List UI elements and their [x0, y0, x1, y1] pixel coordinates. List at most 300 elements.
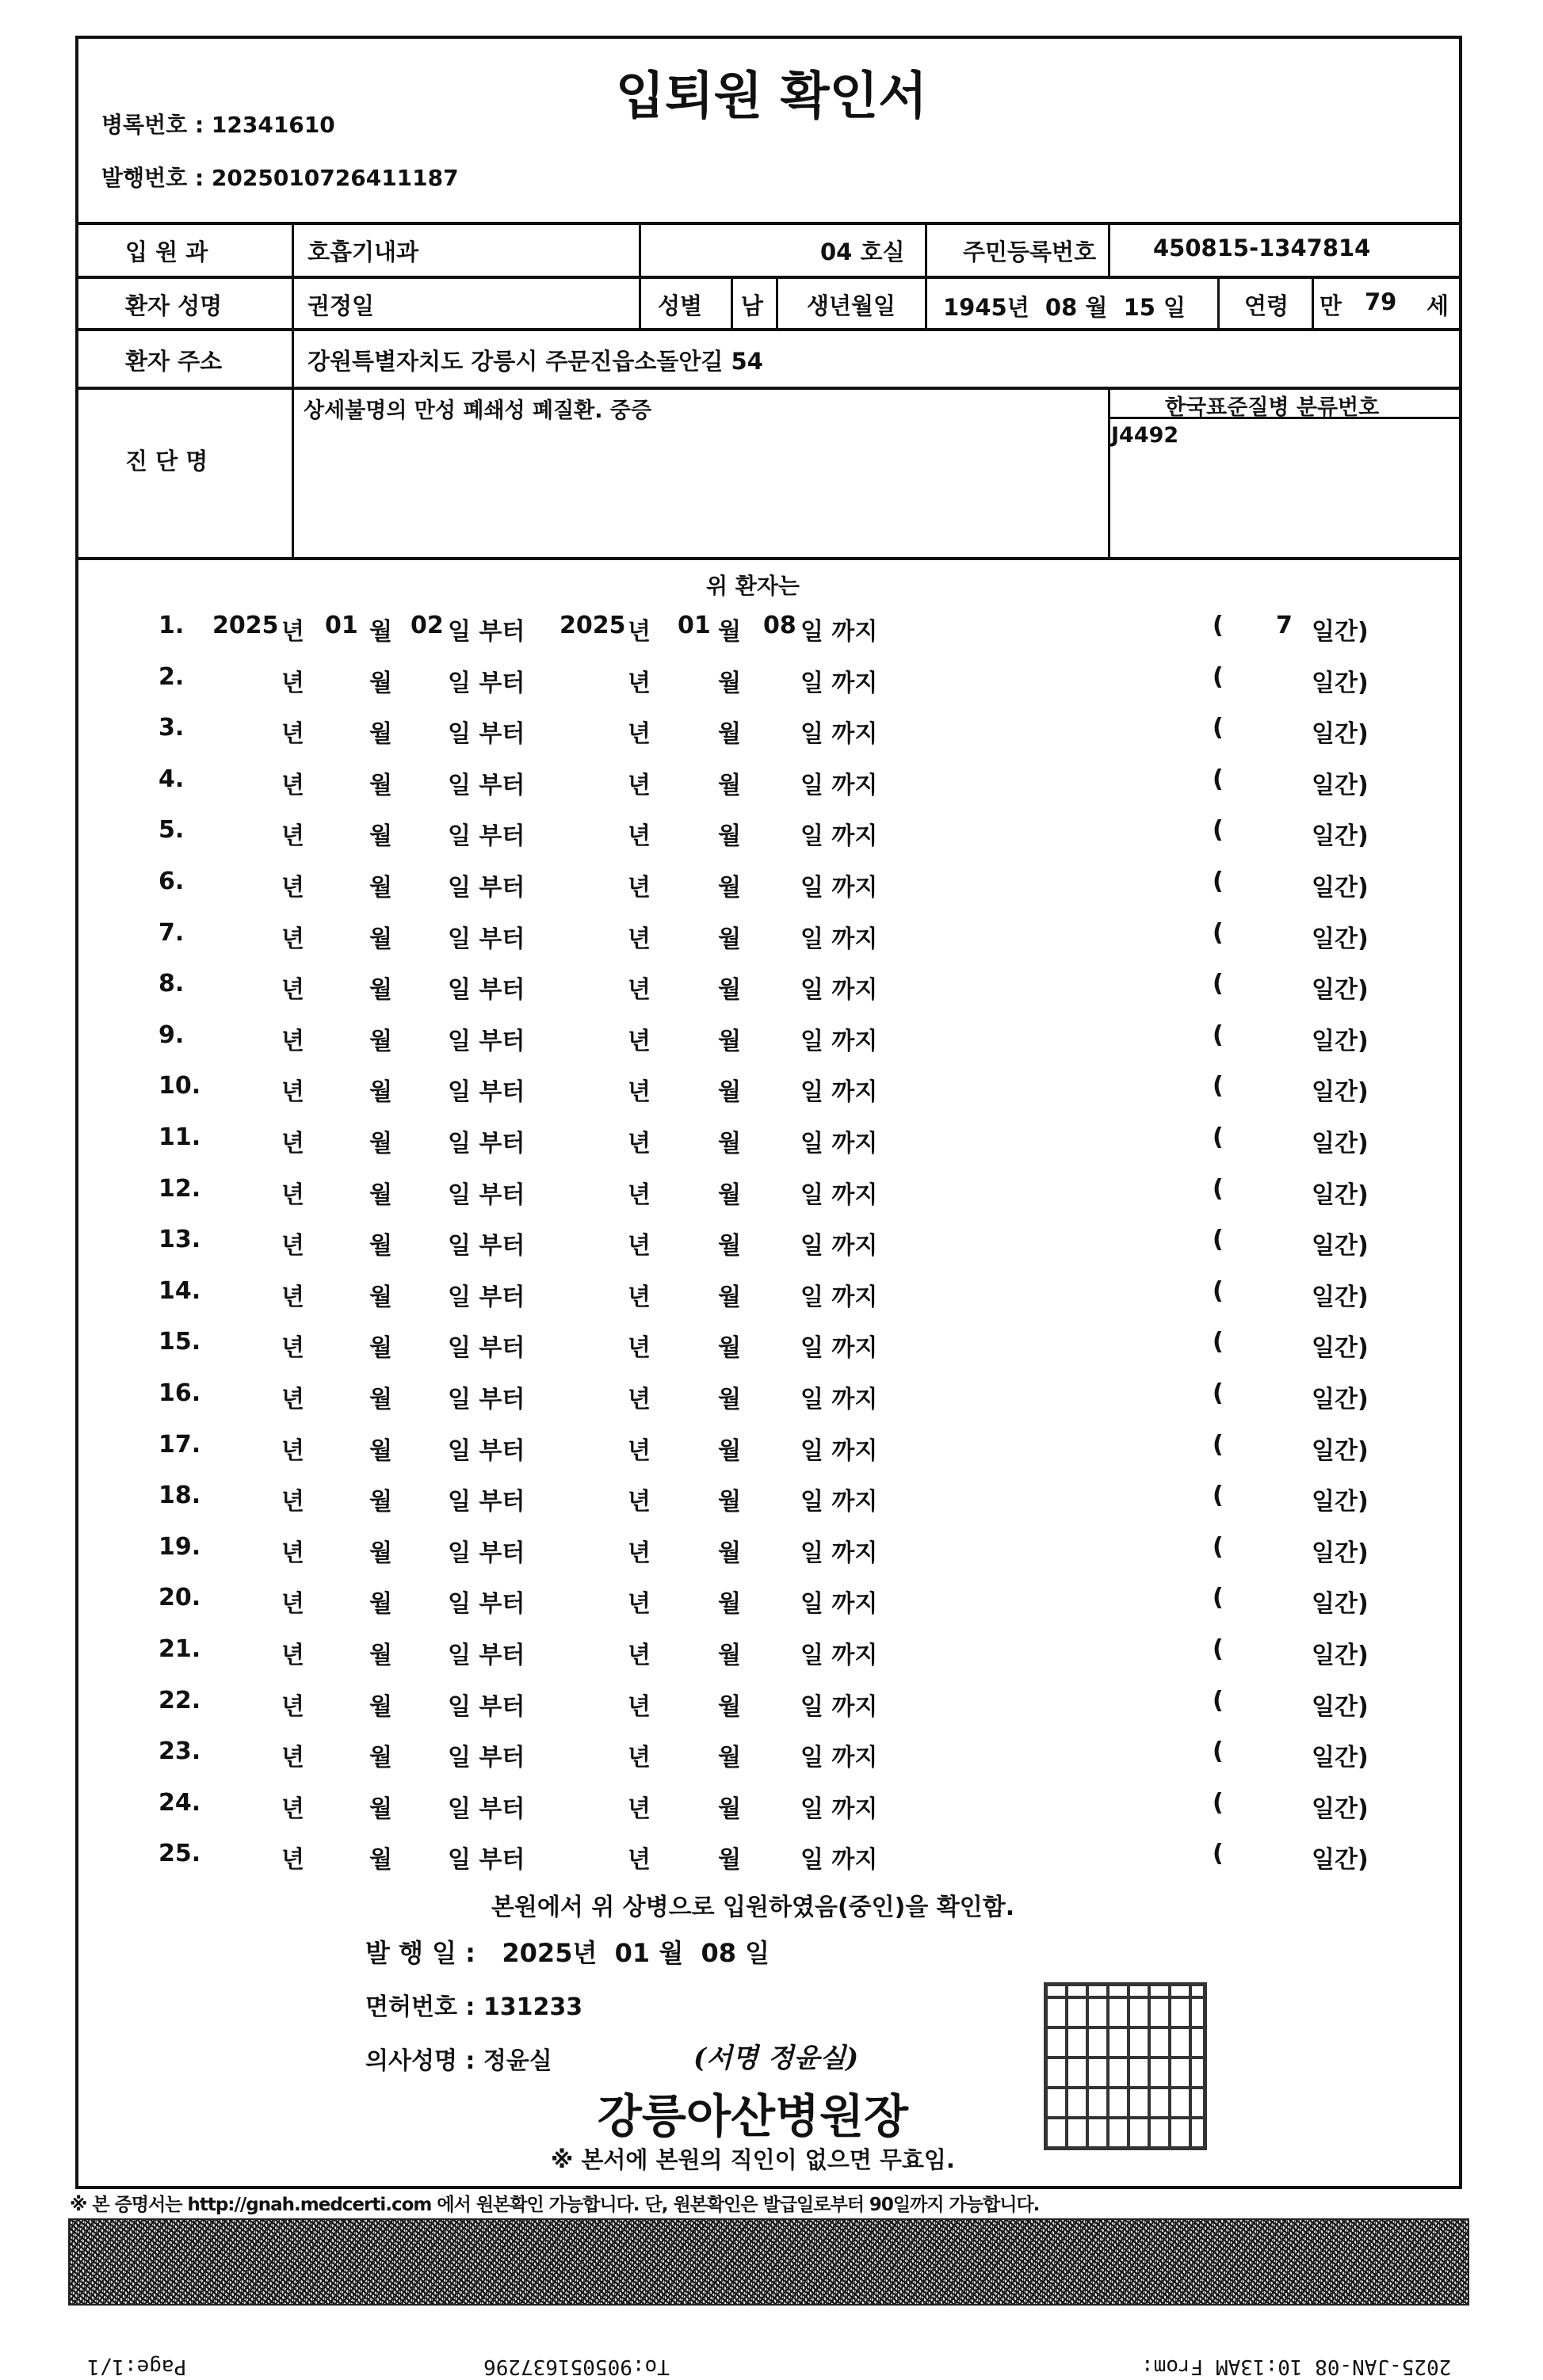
divider [639, 222, 641, 330]
month-label: 월 [369, 822, 392, 851]
from-label: 일 부터 [448, 822, 525, 851]
month-label: 월 [369, 925, 392, 953]
year-label: 년 [628, 925, 651, 953]
month-label: 월 [369, 1436, 392, 1465]
security-barcode-pattern [68, 2218, 1469, 2306]
to-label: 일 까지 [800, 1130, 878, 1158]
to-label: 일 까지 [800, 1744, 878, 1772]
days-label: 일간) [1312, 1795, 1369, 1823]
issue-number-value: 2025010726411187 [211, 165, 459, 191]
to-label: 일 까지 [800, 1590, 878, 1619]
period-number: 10. [159, 1072, 201, 1100]
rrn-label: 주민등록번호 [963, 238, 1097, 265]
month-label: 월 [718, 1334, 741, 1363]
divider [1108, 222, 1110, 277]
to-month: 01 [678, 612, 711, 639]
period-row [0, 612, 1543, 659]
from-label: 일 부터 [448, 925, 525, 953]
issue-number-label: 발행번호 : [101, 165, 204, 191]
days-label: 일간) [1312, 1436, 1369, 1465]
from-label: 일 부터 [448, 1795, 525, 1823]
period-row [0, 1175, 1543, 1222]
doctor-signature: (서명 정윤실) [693, 2042, 859, 2074]
paren-open: ( [1213, 1020, 1224, 1049]
doctor-name: 정윤실 [483, 2047, 552, 2075]
days-label: 일간) [1312, 1539, 1369, 1567]
month-label: 월 [718, 1642, 741, 1669]
hospital-name: 강릉아산병원장 [597, 2089, 909, 2143]
month-label: 월 [718, 1027, 741, 1055]
diagnosis-label: 진 단 명 [125, 448, 208, 475]
days-label: 일간) [1312, 1846, 1369, 1875]
year-label: 년 [628, 1642, 651, 1669]
from-label: 일 부터 [448, 1692, 525, 1721]
paren-open: ( [1213, 662, 1224, 691]
year-label: 년 [628, 1744, 651, 1772]
verification-footnote: ※ 본 증명서는 http://gnah.medcerti.com 에서 원본확인 가능합니다. 단, 원본확인은 발급일로부터 90일까지 가능합니다. [70, 2195, 1040, 2215]
month-label: 월 [718, 1692, 741, 1721]
month-label: 월 [718, 1590, 741, 1619]
fax-to: To:905051637296 [483, 2355, 670, 2378]
days-label: 일간) [1312, 618, 1369, 646]
period-number: 13. [159, 1226, 201, 1254]
month-label: 월 [718, 1180, 741, 1209]
period-number: 17. [159, 1430, 201, 1459]
year-label: 년 [281, 1386, 304, 1413]
to-label: 일 까지 [800, 1078, 878, 1107]
period-row [0, 868, 1543, 915]
divider [1108, 387, 1110, 559]
issue-date [365, 1933, 770, 1970]
from-label: 일 부터 [448, 1180, 525, 1209]
month-label: 월 [369, 720, 392, 749]
to-label: 일 까지 [800, 874, 878, 902]
statement: 본원에서 위 상병으로 입원하였음(중인)을 확인함. [491, 1894, 1015, 1921]
month-label: 월 [718, 1539, 741, 1567]
period-number: 23. [159, 1737, 201, 1766]
to-label: 일 까지 [800, 1027, 878, 1055]
year-label: 년 [628, 1130, 651, 1158]
period-row [0, 1123, 1543, 1171]
paren-open: ( [1213, 1123, 1224, 1151]
month-label: 월 [718, 1386, 741, 1413]
month-label: 월 [369, 771, 392, 799]
from-label: 일 부터 [448, 1130, 525, 1158]
year-label: 년 [281, 1027, 304, 1055]
room-value: 04 호실 [820, 238, 905, 265]
to-label: 일 까지 [800, 1334, 878, 1363]
days-label: 일간) [1312, 1692, 1369, 1721]
to-label: 일 까지 [800, 720, 878, 749]
days-label: 일간) [1312, 771, 1369, 799]
period-row [0, 816, 1543, 864]
seal-note: ※ 본서에 본원의 직인이 없으면 무효임. [551, 2146, 955, 2173]
to-label: 일 까지 [800, 1795, 878, 1823]
paren-open: ( [1213, 765, 1224, 793]
month-label: 월 [369, 1692, 392, 1721]
from-label: 일 부터 [448, 720, 525, 749]
age-label: 연령 [1244, 292, 1289, 319]
paren-open: ( [1213, 1328, 1224, 1356]
year-label: 년 [628, 1488, 651, 1516]
paren-open: ( [1213, 1226, 1224, 1254]
to-label: 일 까지 [800, 771, 878, 799]
month-label: 월 [718, 874, 741, 902]
paren-open: ( [1213, 970, 1224, 998]
to-label: 일 까지 [800, 1539, 878, 1567]
age-suffix: 세 [1427, 292, 1449, 319]
to-label: 일 까지 [800, 1642, 878, 1669]
rrn-value: 450815-1347814 [1153, 235, 1371, 261]
year-label: 년 [281, 618, 304, 646]
from-label: 일 부터 [448, 669, 525, 697]
days-label: 일간) [1312, 1590, 1369, 1619]
period-number: 24. [159, 1788, 201, 1817]
days-label: 일간) [1312, 976, 1369, 1005]
year-label: 년 [628, 822, 651, 851]
paren-open: ( [1213, 1840, 1224, 1868]
paren-open: ( [1213, 1584, 1224, 1612]
month-label: 월 [718, 1232, 741, 1261]
divider [75, 276, 1462, 279]
days-label: 일간) [1312, 1078, 1369, 1107]
period-number: 6. [159, 868, 185, 895]
from-label: 일 부터 [448, 874, 525, 902]
month-label: 월 [718, 1795, 741, 1823]
issue-date-label: 발 행 일 : [365, 1938, 476, 1968]
year-label: 년 [281, 822, 304, 851]
year-label: 년 [628, 1283, 651, 1311]
from-month: 01 [325, 612, 358, 639]
year-label: 년 [628, 1180, 651, 1209]
period-intro: 위 환자는 [706, 573, 800, 599]
fax-page: Page:1/1 [87, 2355, 187, 2378]
record-number [101, 108, 335, 139]
period-row [0, 970, 1543, 1017]
days-label: 일간) [1312, 874, 1369, 902]
month-label: 월 [718, 1130, 741, 1158]
from-label: 일 부터 [448, 1334, 525, 1363]
from-label: 일 부터 [448, 1386, 525, 1413]
to-label: 일 까지 [800, 822, 878, 851]
from-label: 일 부터 [448, 1283, 525, 1311]
to-label: 일 까지 [800, 1386, 878, 1413]
from-label: 일 부터 [448, 1846, 525, 1875]
document-title: 입퇴원 확인서 [615, 67, 928, 126]
dept-value: 호흡기내과 [307, 238, 419, 265]
paren-open: ( [1213, 1276, 1224, 1305]
paren-open: ( [1213, 1635, 1224, 1663]
year-label: 년 [281, 1488, 304, 1516]
month-label: 월 [369, 1642, 392, 1669]
doctor [365, 2041, 552, 2076]
period-number: 11. [159, 1123, 201, 1151]
year-label: 년 [281, 1692, 304, 1721]
to-label: 일 까지 [800, 1436, 878, 1465]
paren-open: ( [1213, 1482, 1224, 1510]
month-label: 월 [369, 976, 392, 1005]
paren-open: ( [1213, 612, 1224, 639]
year-label: 년 [628, 1590, 651, 1619]
to-day: 08 [763, 612, 796, 639]
month-label: 월 [369, 618, 392, 646]
divider [75, 328, 1462, 331]
license [365, 1987, 582, 2022]
issue-number [101, 161, 459, 193]
year-label: 년 [281, 1334, 304, 1363]
days-label: 일간) [1312, 1642, 1369, 1669]
from-year: 2025 [212, 612, 279, 639]
year-label: 년 [281, 669, 304, 697]
period-number: 18. [159, 1482, 201, 1510]
month-label: 월 [718, 618, 741, 646]
year-label: 년 [628, 618, 651, 646]
period-row [0, 1584, 1543, 1631]
year-label: 년 [281, 1642, 304, 1669]
days-label: 일간) [1312, 1130, 1369, 1158]
days-label: 일간) [1312, 822, 1369, 851]
to-label: 일 까지 [800, 618, 878, 646]
month-label: 월 [369, 1744, 392, 1772]
divider [776, 276, 778, 330]
year-label: 년 [281, 1130, 304, 1158]
paren-open: ( [1213, 1737, 1224, 1766]
period-number: 22. [159, 1686, 201, 1714]
name-label: 환자 성명 [125, 292, 223, 319]
year-label: 년 [628, 720, 651, 749]
from-label: 일 부터 [448, 1436, 525, 1465]
sex-value: 남 [741, 292, 764, 319]
year-label: 년 [628, 1386, 651, 1413]
year-label: 년 [628, 1846, 651, 1875]
period-number: 3. [159, 714, 185, 742]
month-label: 월 [369, 1283, 392, 1311]
year-label: 년 [281, 771, 304, 799]
month-label: 월 [369, 1180, 392, 1209]
sex-label: 성별 [658, 292, 703, 319]
year-label: 년 [628, 976, 651, 1005]
year-label: 년 [628, 1436, 651, 1465]
period-row [0, 1379, 1543, 1427]
record-number-value: 12341610 [211, 112, 335, 138]
year-label: 년 [628, 1334, 651, 1363]
period-row [0, 1277, 1543, 1325]
period-number: 2. [159, 662, 185, 691]
period-row [0, 1072, 1543, 1119]
to-label: 일 까지 [800, 1232, 878, 1261]
paren-open: ( [1213, 816, 1224, 845]
month-label: 월 [369, 1130, 392, 1158]
month-label: 월 [369, 1386, 392, 1413]
name-value: 권정일 [307, 292, 375, 319]
to-year: 2025 [560, 612, 626, 639]
year-label: 년 [628, 669, 651, 697]
month-label: 월 [369, 1539, 392, 1567]
divider [75, 557, 1462, 560]
period-row [0, 714, 1543, 761]
fax-from: 2025-JAN-08 10:13AM From: [1141, 2355, 1452, 2378]
from-label: 일 부터 [448, 1590, 525, 1619]
year-label: 년 [628, 1027, 651, 1055]
to-label: 일 까지 [800, 976, 878, 1005]
days-label: 일간) [1312, 1334, 1369, 1363]
year-label: 년 [281, 1180, 304, 1209]
month-label: 월 [718, 822, 741, 851]
from-label: 일 부터 [448, 1642, 525, 1669]
year-label: 년 [281, 1590, 304, 1619]
year-label: 년 [628, 874, 651, 902]
dept-label: 입 원 과 [125, 238, 208, 265]
period-number: 15. [159, 1328, 201, 1356]
address-value: 강원특별자치도 강릉시 주문진읍소돌안길 54 [307, 348, 763, 375]
from-day: 02 [411, 612, 444, 639]
period-row [0, 1789, 1543, 1836]
to-label: 일 까지 [800, 1283, 878, 1311]
period-number: 9. [159, 1020, 185, 1049]
period-number: 4. [159, 765, 185, 793]
from-label: 일 부터 [448, 771, 525, 799]
from-label: 일 부터 [448, 1232, 525, 1261]
month-label: 월 [718, 1488, 741, 1516]
year-label: 년 [628, 1078, 651, 1107]
year-label: 년 [628, 771, 651, 799]
month-label: 월 [718, 1283, 741, 1311]
from-label: 일 부터 [448, 618, 525, 646]
to-label: 일 까지 [800, 1846, 878, 1875]
days-label: 일간) [1312, 1744, 1369, 1772]
period-number: 14. [159, 1276, 201, 1305]
year-label: 년 [281, 874, 304, 902]
year-label: 년 [281, 976, 304, 1005]
days-label: 일간) [1312, 1232, 1369, 1261]
month-label: 월 [369, 1488, 392, 1516]
month-label: 월 [369, 874, 392, 902]
from-label: 일 부터 [448, 1539, 525, 1567]
month-label: 월 [369, 1027, 392, 1055]
year-label: 년 [281, 1283, 304, 1311]
year-label: 년 [628, 1795, 651, 1823]
period-row [0, 1635, 1543, 1683]
year-label: 년 [281, 1539, 304, 1567]
month-label: 월 [369, 1590, 392, 1619]
month-label: 월 [718, 669, 741, 697]
year-label: 년 [281, 1078, 304, 1107]
month-label: 월 [369, 1795, 392, 1823]
days-label: 일간) [1312, 925, 1369, 953]
period-number: 5. [159, 816, 185, 845]
paren-open: ( [1213, 1686, 1224, 1714]
divider [731, 276, 733, 330]
period-number: 21. [159, 1635, 201, 1663]
paren-open: ( [1213, 1532, 1224, 1561]
period-row [0, 1482, 1543, 1529]
period-number: 16. [159, 1379, 201, 1407]
divider [1312, 276, 1314, 330]
period-row [0, 1328, 1543, 1375]
hospital-seal-stamp [1044, 1982, 1207, 2150]
month-label: 월 [718, 771, 741, 799]
period-row [0, 1533, 1543, 1581]
age-prefix: 만 [1320, 292, 1342, 319]
to-label: 일 까지 [800, 1488, 878, 1516]
period-number: 1. [159, 612, 185, 639]
to-label: 일 까지 [800, 925, 878, 953]
period-row [0, 765, 1543, 813]
days-count: 7 [1276, 612, 1293, 639]
from-label: 일 부터 [448, 1027, 525, 1055]
period-row [0, 663, 1543, 711]
period-row [0, 1431, 1543, 1478]
year-label: 년 [281, 720, 304, 749]
to-label: 일 까지 [800, 1180, 878, 1209]
paren-open: ( [1213, 918, 1224, 947]
record-number-label: 병록번호 : [101, 112, 204, 138]
days-label: 일간) [1312, 1283, 1369, 1311]
period-number: 25. [159, 1840, 201, 1868]
year-label: 년 [628, 1692, 651, 1721]
doctor-label: 의사성명 : [365, 2047, 476, 2075]
days-label: 일간) [1312, 1386, 1369, 1413]
days-label: 일간) [1312, 1027, 1369, 1055]
dob-value: 1945년 08 월 15 일 [943, 294, 1186, 321]
paren-open: ( [1213, 1174, 1224, 1203]
period-number: 19. [159, 1532, 201, 1561]
period-number: 7. [159, 918, 185, 947]
month-label: 월 [369, 1334, 392, 1363]
month-label: 월 [369, 669, 392, 697]
period-row [0, 1687, 1543, 1734]
month-label: 월 [718, 1846, 741, 1875]
month-label: 월 [369, 1232, 392, 1261]
month-label: 월 [718, 720, 741, 749]
from-label: 일 부터 [448, 1078, 525, 1107]
from-label: 일 부터 [448, 976, 525, 1005]
month-label: 월 [369, 1078, 392, 1107]
days-label: 일간) [1312, 1180, 1369, 1209]
dob-label: 생년월일 [807, 292, 896, 319]
year-label: 년 [281, 1436, 304, 1465]
days-label: 일간) [1312, 1488, 1369, 1516]
year-label: 년 [281, 1232, 304, 1261]
days-label: 일간) [1312, 669, 1369, 697]
days-label: 일간) [1312, 720, 1369, 749]
diagnosis-value: 상세불명의 만성 폐쇄성 폐질환. 중증 [304, 399, 652, 423]
kcd-value: J4492 [1111, 423, 1179, 448]
divider [75, 222, 1462, 225]
paren-open: ( [1213, 714, 1224, 742]
divider [292, 222, 294, 559]
year-label: 년 [281, 1795, 304, 1823]
to-label: 일 까지 [800, 669, 878, 697]
month-label: 월 [369, 1846, 392, 1875]
year-label: 년 [281, 1846, 304, 1875]
month-label: 월 [718, 1078, 741, 1107]
age-value: 79 [1365, 288, 1397, 315]
period-number: 20. [159, 1584, 201, 1612]
period-row [0, 1737, 1543, 1785]
period-row [0, 1226, 1543, 1273]
period-number: 8. [159, 970, 185, 998]
address-label: 환자 주소 [125, 348, 223, 375]
paren-open: ( [1213, 868, 1224, 895]
period-number: 12. [159, 1174, 201, 1203]
month-label: 월 [718, 925, 741, 953]
paren-open: ( [1213, 1379, 1224, 1407]
month-label: 월 [718, 1744, 741, 1772]
period-row [0, 919, 1543, 967]
divider [925, 222, 927, 330]
month-label: 월 [718, 976, 741, 1005]
